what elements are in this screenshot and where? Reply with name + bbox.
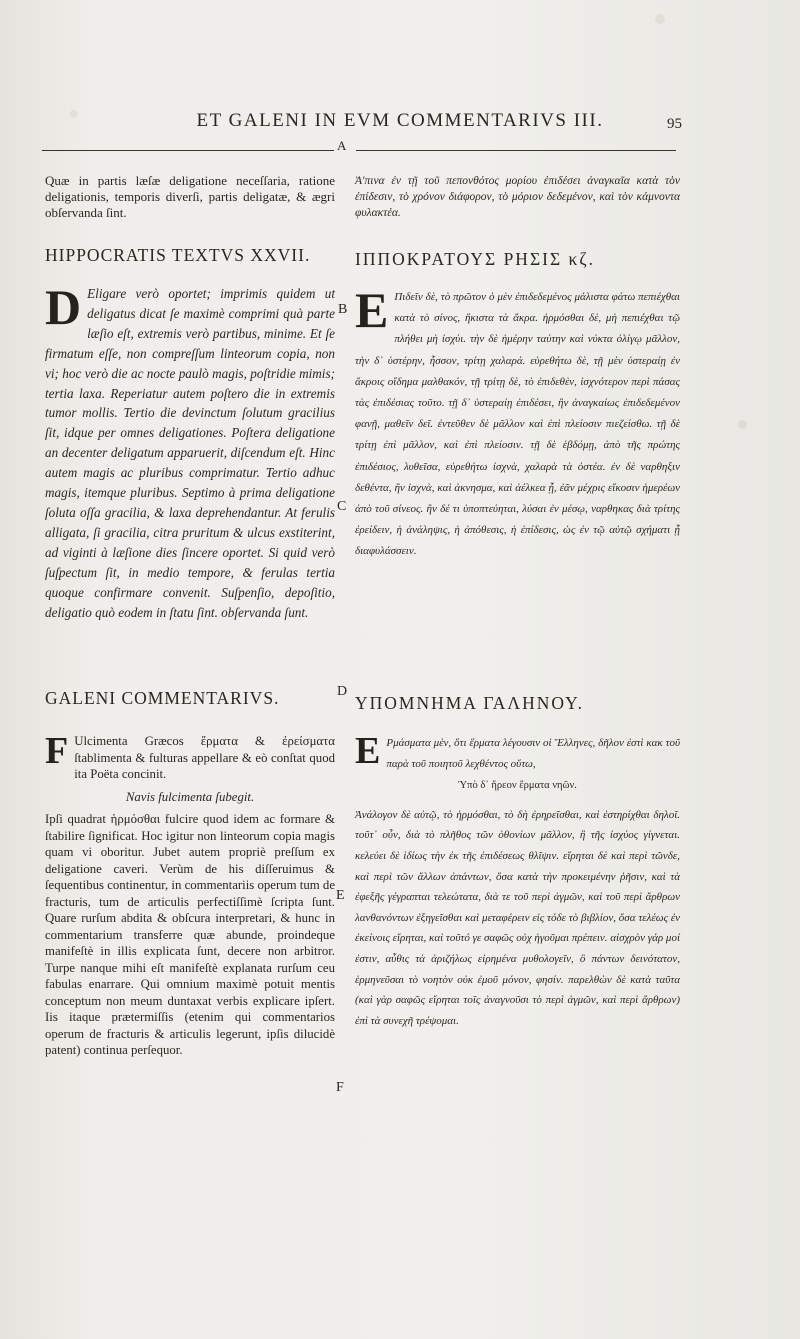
greek-verse-quote: Ὑπὸ δ᾿ ἥρεον ἕρματα νηῶν. <box>458 780 577 792</box>
latin-summary: Quæ in partis læſæ deligatione neceſſaria, ratione deligationis, temporis diverſi, partis deligatæ, & ægri obſervanda ſint. <box>45 173 335 220</box>
greek-commentary-intro: E Ρμάσματα μὲν, ὅτι ἕρματα λέγουσιν οἱ Ἕλληνες, δῆλον ἐστὶ κακ τοῦ παρὰ τοῦ ποιητοῦ λεχθέντος οὕτω, <box>355 730 680 772</box>
dropcap: E <box>355 730 381 772</box>
margin-letter-f: F <box>336 1080 344 1095</box>
greek-commentary-text <box>355 730 680 1031</box>
running-header: ET GALENI IN EVM COMMENTARIVS III. <box>196 110 604 131</box>
greek-hippocrates-body: Πιδεῖν δὲ, τὸ πρῶτον ὁ μὲν ἐπιδεδεμένος μάλιστα φάτω πεπιέχθαι κατὰ τὸ σίνος, ἥκιστα τὰ ἄκρα. ἡρμόσθαι δὲ, μὴ πεπιέχθαι τῷ πλήθει μὴ ἰσχύι. τὴν δὲ ἡμέρην ταύτην καὶ νύκτα ὀλίγῳ μᾶλλον, τὴν δ᾿ ὑστέρην, ἧσσον, τρίτῃ χαλαρά. εὑρεθήτω δὲ, τῇ μὲν ὑστεραίῃ ἐν ἄκροις οἴδημα μαλθακόν, τῇ τρίτῃ δὲ, τὸ ἐπιδεθὲν, ἰσχνότερον περὶ πάσας τὰς ἐπιδέσιας τοῦτο. τῇ δ᾿ ὑστεραίῃ ἐπιδέσει, ἢν ἀναγκαίως ἐπιδεδεμένον φανῇ, μαθεῖν δεῖ. ἐντεῦθεν δὲ μᾶλλον καὶ ἐπὶ πλείοσιν πιεζείσθω. τῇ δὲ τρίτῃ ἐπὶ μᾶλλον, καὶ ἐπὶ πλείοσιν. τῇ δὲ ἑβδόμῃ, ἀπὸ τῆς πρώτης ἐπιδέσιος, λυθεῖσα, εὑρεθήτω ἰσχνὰ, χαλαρὰ τὰ ὀστέα. ἐν δὲ ναρθηξιν δεθέντα, ἢν ἰσχνὰ, καὶ ἀκνησμα, καὶ ἀέλκεα ᾖ, ἐᾶν μέχρις εἴκοσιν ἡμερέων ἀπὸ τοῦ σίνεος. ἢν δέ τι ὑποπτεύηται, λύσαι ἐν μέσῳ, ναρθηκας διὰ τρίτης ἐρείδειν, ἡ ἀνάληψις, ἡ ἀπόθεσις, ἡ ἐπίδεσις, ὡς ἐν τῷ αὐτῷ σχήματι ᾖ διαφυλάσσειν. <box>355 291 680 558</box>
latin-commentary-intro: F Ulcimenta Græcos ἕρματα & ἐρείσματα ſtablimenta & fulturas appellare & eò conſtat quod ita Poëta concinit. <box>45 730 335 781</box>
latin-commentary-text <box>45 730 335 1059</box>
paper-stain <box>655 14 665 24</box>
latin-commentary-body: Ipſi quadrat ἡρμόσθαι fulcire quod idem ac formare & ſtabilire ſignificat. Hoc igitur non linteorum copia magis quam vi oboritur. Jubet autem propriè preſſum ex deligatione caveri. Verùm de his diſſeruimus & ſequentibus continentur, in commentariis operum tum de fracturis, tum de articulis perfectiſſimè ſcripta ſunt. Quare rurſum abdita & obſcura interpretari, & hunc in commentarium transferre quæ abunde, proindeque manifeſtè in illis explicata ſunt, decere non arbitror. Turpe nanque mihi eſt manifeſtè explanata rurſum ceu fabulas enarrare. Qui omnium maximè potuit mentis conceptum non meum duntaxat verbis explicare ipſert. Iis itaque prætermiſſis (etenim qui commentarios operum de fracturis & articulis legerunt, ipſis dilucidè patent) continua perſequor. <box>45 812 335 1057</box>
margin-letter-e: E <box>336 888 345 903</box>
latin-commentary-heading: GALENI COMMENTARIVS. <box>45 688 280 708</box>
latin-hippocrates-text <box>45 279 335 622</box>
greek-summary: Ἀ'πινα ἐν τῇ τοῦ πεπονθότος μορίου ἐπιδέσει ἀναγκαῖα κατὰ τὸν ἐπίδεσιν, τὸ χρόνον διάφορον, τὸ μόριον δεδεμένον, καὶ τὸν κάμνοντα φυλακτέα. <box>355 175 680 219</box>
greek-hippocrates-text <box>355 282 680 563</box>
margin-letter-c: C <box>337 499 347 514</box>
header-rule-right <box>356 150 676 151</box>
header-rule-left <box>42 150 334 151</box>
margin-letter-a: A <box>337 138 347 153</box>
greek-text-heading: ΙΠΠΟΚΡΑΤΟΥΣ ΡΗΣΙΣ κζ. <box>355 249 595 269</box>
dropcap: E <box>355 282 389 338</box>
paper-stain <box>738 420 747 429</box>
latin-verse-quote: Navis fulcimenta ſubegit. <box>125 789 255 804</box>
dropcap: F <box>45 730 69 772</box>
latin-text-heading: HIPPOCRATIS TEXTVS XXVII. <box>45 245 311 265</box>
margin-letter-b: B <box>338 302 348 317</box>
paper-stain <box>70 110 78 118</box>
latin-hippocrates-body: Eligare verò oportet; imprimis quidem ut deligatus dicat ſe maximè comprimi quà parte læſio eſt, extremis verò partibus, minime. Et ſe firmatum eſſe, non compreſſum linteorum copia, non vi; hoc verò die ac nocte paulò magis, poſtridie mimis; tertia laxa. Reperiatur autem poſtero die in extremis tumor mollis. Tertio die devinctum ſolutum gracilius ſit, idque per omnes deligationes. Poſtera deligatione an decenter deligatum apparuerit, diſcendum eſt. Hinc autem magis ac pluribus comprimatur. Tertio adhuc magis, itemque pluribus. Septimo à prima deligatione ſoluta oſſa gracilia, & laxa deprehendantur. At ferulis alligata, ſi gracilia, citra pruritum & ulcus exstiterint, ad viginti à læſione dies ſincere oportet. Si quid verò ſuſpectum ſit, in medio tempore, & ferulas tertia quoque confirmare convenit. Suſpenſio, depoſitio, deligatio quò eodem in ſtatu ſint. obſervanda ſunt. <box>45 286 335 620</box>
page-number: 95 <box>667 116 682 132</box>
greek-commentary-body: Ἀνάλογον δὲ αὐτῷ, τὸ ἡρμόσθαι, τὸ δὴ ἐρηρεῖσθαι, καὶ ἐστηρίχθαι δηλοῖ. τοῦτ᾿ οὖν, διὰ τὸ πλῆθος τῶν ὀθονίων μᾶλλον, ἢ τῆς ἰσχύος γίγνεται. κελεύει δὲ ἰδίως τὴν ἐκ τῆς ἐπιδέσεως θλῖψιν. εἴρηται δὲ καὶ περὶ τῶνδε, καὶ περὶ τῶν ἄλλων ἀπάντων, ὅσα κατὰ τὴν προκειμένην ῥῆσιν, καὶ τὰ ἐφεξῆς γέγραπται τελεώτατα, διὰ τε τοῦ περὶ ἀγμῶν, καὶ τοῦ περὶ ἄρθρων λανθανόντων ἐξηγεῖσθαι καὶ μεταφέρειν εἰς τόδε τὸ βιβλίον, ὅσα τελέως ἐν ἐκείνοις εἴρηται, καὶ τοῦτό γε σαφῶς οὐχ ἡγοῦμαι πρέπειν. αἰσχρὸν γάρ μοί ἐστιν, αὖθις τὰ ἀριζήλως εἰρημένα μυθολογεῖν, ὃ πάντων δεινότατον, ἑρμηνεῦσαι τὸ νοητὸν οὐκ ἐμοῦ μόνον, φησίν. παρελθὼν δὲ κατὰ ταῦτα (καὶ γὰρ σαφῶς εἴρηται τοῖς ἀναγνοῦσι τὸ περὶ ἀγμῶν, καὶ περὶ ἄρθρων) ἐπὶ τὰ συνεχῆ τρέψομαι. <box>355 808 680 1027</box>
dropcap: D <box>45 279 82 335</box>
greek-commentary-heading: ΥΠΟΜΝΗΜΑ ΓΑΛΗΝΟΥ. <box>355 693 584 713</box>
margin-letter-d: D <box>337 684 348 699</box>
